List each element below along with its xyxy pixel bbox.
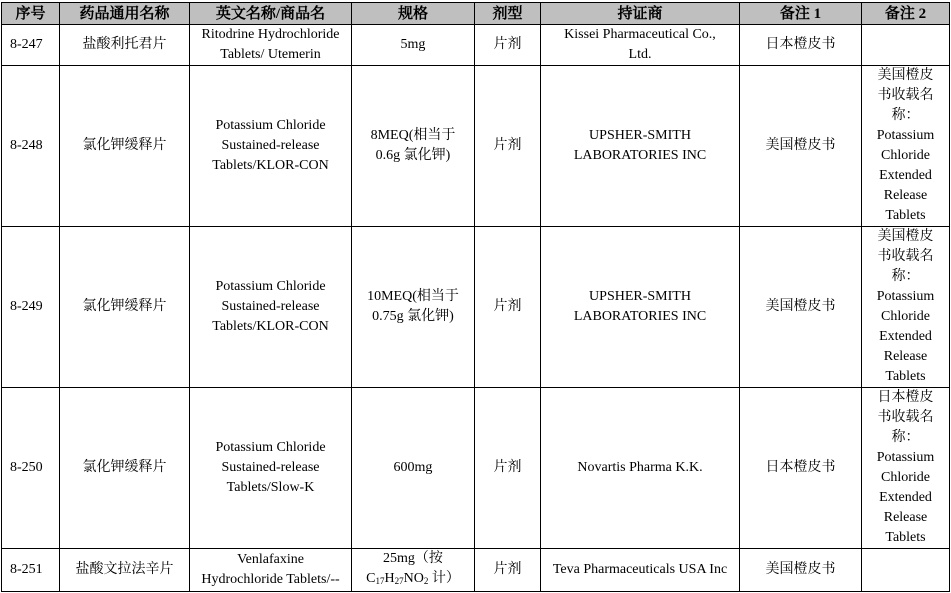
line: Tablets (885, 369, 926, 384)
cell-english-name (190, 549, 352, 592)
line: 称： (891, 269, 920, 284)
line: Potassium Chloride (215, 279, 326, 294)
cell-dosage-form: 片剂 (475, 25, 541, 66)
line: Potassium Chloride (215, 440, 326, 455)
cell-note2 (862, 227, 950, 388)
header-spec: 规格 (352, 3, 475, 25)
header-row (2, 3, 950, 25)
cell-seq: 8-247 (2, 25, 60, 66)
formula-part: H (384, 571, 395, 586)
cell-generic-name: 盐酸利托君片 (60, 25, 190, 66)
cell-note1: 美国橙皮书 (740, 66, 862, 227)
formula-subscript: 27 (394, 576, 404, 586)
formula-part: 计） (428, 571, 460, 586)
formula-subscript: 17 (375, 576, 385, 586)
line: Sustained-release (221, 460, 320, 475)
table-row (2, 549, 950, 592)
formula-part: NO (403, 571, 424, 586)
line: Sustained-release (221, 138, 320, 153)
header-dosage-form: 剂型 (475, 3, 541, 25)
chemical-formula (356, 569, 470, 591)
table-row (2, 25, 950, 66)
line: Teva Pharmaceuticals USA Inc (552, 562, 728, 577)
line: Extended (879, 490, 932, 505)
line: 0.6g 氯化钾) (375, 148, 451, 163)
cell-holder (541, 549, 740, 592)
header-note2: 备注 2 (862, 3, 950, 25)
formula-subscript: 2 (423, 576, 429, 586)
line: Chloride (881, 148, 930, 163)
line: 称： (891, 430, 920, 445)
header-note1: 备注 1 (740, 3, 862, 25)
cell-note1: 日本橙皮书 (740, 388, 862, 549)
line: Extended (879, 168, 932, 183)
cell-spec (352, 66, 475, 227)
line: 书收载名 (877, 249, 934, 264)
formula-part: C (366, 571, 376, 586)
cell-seq: 8-251 (2, 549, 60, 592)
line: Chloride (881, 309, 930, 324)
line: 日本橙皮 (877, 390, 934, 405)
line: Sustained-release (221, 299, 320, 314)
line: UPSHER-SMITH (589, 128, 691, 143)
line: Hydrochloride Tablets/-- (201, 572, 340, 587)
line: Novartis Pharma K.K. (577, 460, 703, 475)
cell-spec (352, 549, 475, 592)
line: UPSHER-SMITH (589, 289, 691, 304)
line: 书收载名 (877, 410, 934, 425)
line: Venlafaxine (237, 552, 304, 567)
cell-holder (541, 66, 740, 227)
cell-dosage-form: 片剂 (475, 388, 541, 549)
line: 5mg (400, 37, 426, 52)
cell-spec (352, 388, 475, 549)
line: 8MEQ(相当于 (370, 128, 456, 143)
cell-note1: 美国橙皮书 (740, 227, 862, 388)
cell-generic-name: 盐酸文拉法辛片 (60, 549, 190, 592)
line: Tablets/KLOR-CON (212, 158, 329, 173)
line: Release (883, 510, 928, 525)
cell-note2 (862, 549, 950, 592)
cell-note1: 美国橙皮书 (740, 549, 862, 592)
drug-table (1, 2, 950, 592)
cell-note2 (862, 25, 950, 66)
cell-holder (541, 227, 740, 388)
cell-seq: 8-249 (2, 227, 60, 388)
line: 称： (891, 108, 920, 123)
cell-generic-name: 氯化钾缓释片 (60, 227, 190, 388)
header-holder: 持证商 (541, 3, 740, 25)
line: Ltd. (628, 47, 652, 62)
cell-note2 (862, 66, 950, 227)
line: Release (883, 188, 928, 203)
line: Tablets/ Utemerin (220, 47, 321, 62)
cell-note2 (862, 388, 950, 549)
line: 美国橙皮 (877, 68, 934, 83)
cell-english-name (190, 25, 352, 66)
cell-dosage-form: 片剂 (475, 66, 541, 227)
line: 美国橙皮 (877, 229, 934, 244)
line: Ritodrine Hydrochloride (201, 27, 340, 42)
cell-holder (541, 388, 740, 549)
line: 600mg (393, 460, 433, 475)
cell-holder (541, 25, 740, 66)
line: Release (883, 349, 928, 364)
line: Chloride (881, 470, 930, 485)
line: Tablets (885, 208, 926, 223)
cell-spec (352, 25, 475, 66)
cell-note1: 日本橙皮书 (740, 25, 862, 66)
line: LABORATORIES INC (573, 148, 707, 163)
cell-seq: 8-250 (2, 388, 60, 549)
line: Potassium Chloride (215, 118, 326, 133)
line: Extended (879, 329, 932, 344)
cell-english-name (190, 66, 352, 227)
line: Potassium (876, 128, 935, 143)
cell-spec (352, 227, 475, 388)
cell-seq: 8-248 (2, 66, 60, 227)
cell-english-name (190, 227, 352, 388)
line: 0.75g 氯化钾) (372, 309, 454, 324)
line: 书收载名 (877, 88, 934, 103)
table-row (2, 388, 950, 549)
line: Tablets (885, 530, 926, 545)
cell-dosage-form: 片剂 (475, 227, 541, 388)
table-row (2, 227, 950, 388)
line: Potassium (876, 289, 935, 304)
cell-generic-name: 氯化钾缓释片 (60, 388, 190, 549)
line: 25mg（按 (383, 551, 443, 566)
line: Tablets/Slow-K (226, 480, 315, 495)
line: Potassium (876, 450, 935, 465)
header-seq: 序号 (2, 3, 60, 25)
cell-english-name (190, 388, 352, 549)
header-generic-name: 药品通用名称 (60, 3, 190, 25)
table-row (2, 66, 950, 227)
line: 10MEQ(相当于 (367, 289, 459, 304)
cell-generic-name: 氯化钾缓释片 (60, 66, 190, 227)
cell-dosage-form: 片剂 (475, 549, 541, 592)
line: Tablets/KLOR-CON (212, 319, 329, 334)
line: Kissei Pharmaceutical Co., (564, 27, 716, 42)
header-english-name: 英文名称/商品名 (190, 3, 352, 25)
line: LABORATORIES INC (573, 309, 707, 324)
